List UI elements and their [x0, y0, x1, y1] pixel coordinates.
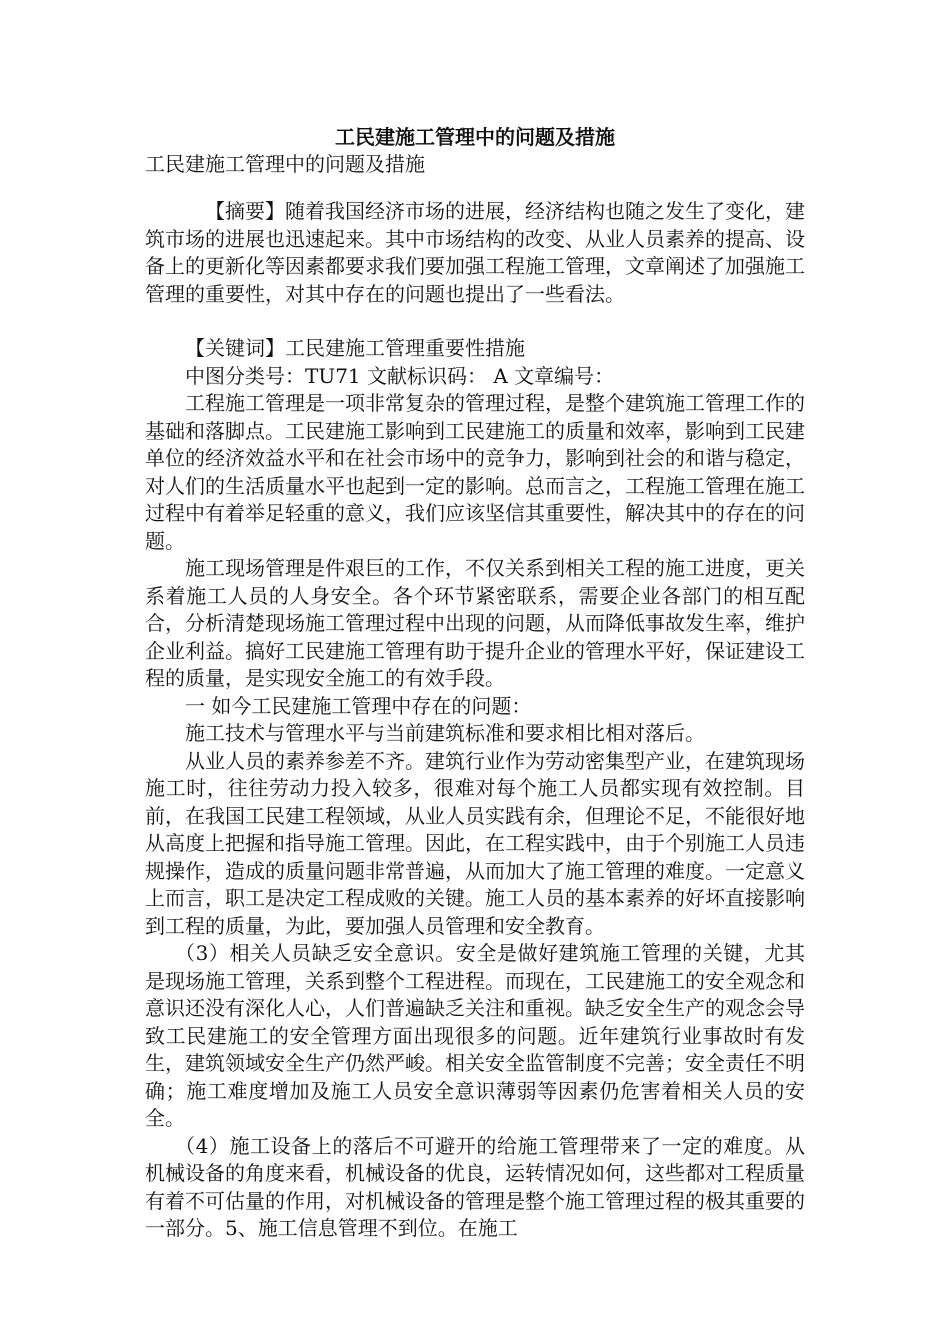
body-paragraph-6: （4）施工设备上的落后不可避开的给施工管理带来了一定的难度。从机械设备的角度来看，机械设备的优良，运转情况如何，这些都对工程质量有着不可估量的作用，对机械设备的管理是整个施工管理过程的极其重要的一部分。5、施工信息管理不到位。在施工 — [145, 1133, 805, 1240]
keywords-line: 【关键词】工民建施工管理重要性措施 — [185, 336, 525, 360]
document-body — [145, 198, 805, 1243]
classification-line: 中图分类号：TU71 文献标识码： A 文章编号： — [185, 363, 615, 388]
document-subtitle: 工民建施工管理中的问题及措施 — [145, 152, 425, 176]
section-heading-1: 一 如今工民建施工管理中存在的问题： — [185, 693, 532, 718]
abstract-paragraph: 【摘要】随着我国经济市场的进展，经济结构也随之发生了变化，建筑市场的进展也迅速起来。其中市场结构的改变、从业人员素养的提高、设备上的更新化等因素都要求我们要加强工程施工管理，文章阐述了加强施工管理的重要性，对其中存在的问题也提出了一些看法。 — [145, 199, 805, 306]
body-paragraph-3: 施工技术与管理水平与当前建筑标准和要求相比相对落后。 — [185, 721, 705, 745]
body-paragraph-2: 施工现场管理是件艰巨的工作，不仅关系到相关工程的施工进度，更关系着施工人员的人身安全。各个环节紧密联系，需要企业各部门的相互配合，分析清楚现场施工管理过程中出现的问题，从而降低事故发生率，维护企业利益。搞好工民建施工管理有助于提升企业的管理水平好，保证建设工程的质量，是实现安全施工的有效手段。 — [145, 556, 805, 690]
body-paragraph-4: 从业人员的素养参差不齐。建筑行业作为劳动密集型产业，在建筑现场施工时，往往劳动力投入较多，很难对每个施工人员都实现有效控制。目前，在我国工民建工程领域，从业人员实践有余，但理论不足，不能很好地从高度上把握和指导施工管理。因此，在工程实践中，由于个别施工人员违规操作，造成的质量问题非常普遍，从而加大了施工管理的难度。一定意义上而言，职工是决定工程成败的关键。施工人员的基本素养的好坏直接影响到工程的质量，为此，要加强人员管理和安全教育。 — [145, 748, 805, 938]
document-title: 工民建施工管理中的问题及措施 — [335, 125, 615, 149]
body-paragraph-5: （3）相关人员缺乏安全意识。安全是做好建筑施工管理的关键，尤其是现场施工管理，关系到整个工程进程。而现在，工民建施工的安全观念和意识还没有深化人心，人们普遍缺乏关注和重视。缺乏安全生产的观念会导致工民建施工的安全管理方面出现很多的问题。近年建筑行业事故时有发生，建筑领域安全生产仍然严峻。相关安全监管制度不完善；安全责任不明确；施工难度增加及施工人员安全意识薄弱等因素仍危害着相关人员的安全。 — [145, 941, 805, 1130]
body-paragraph-1: 工程施工管理是一项非常复杂的管理过程，是整个建筑施工管理工作的基础和落脚点。工民建施工影响到工民建施工的质量和效率，影响到工民建单位的经济效益水平和在社会市场中的竞争力，影响到社会的和谐与稳定，对人们的生活质量水平也起到一定的影响。总而言之，工程施工管理在施工过程中有着举足轻重的意义，我们应该坚信其重要性，解决其中的存在的问题。 — [145, 391, 805, 553]
